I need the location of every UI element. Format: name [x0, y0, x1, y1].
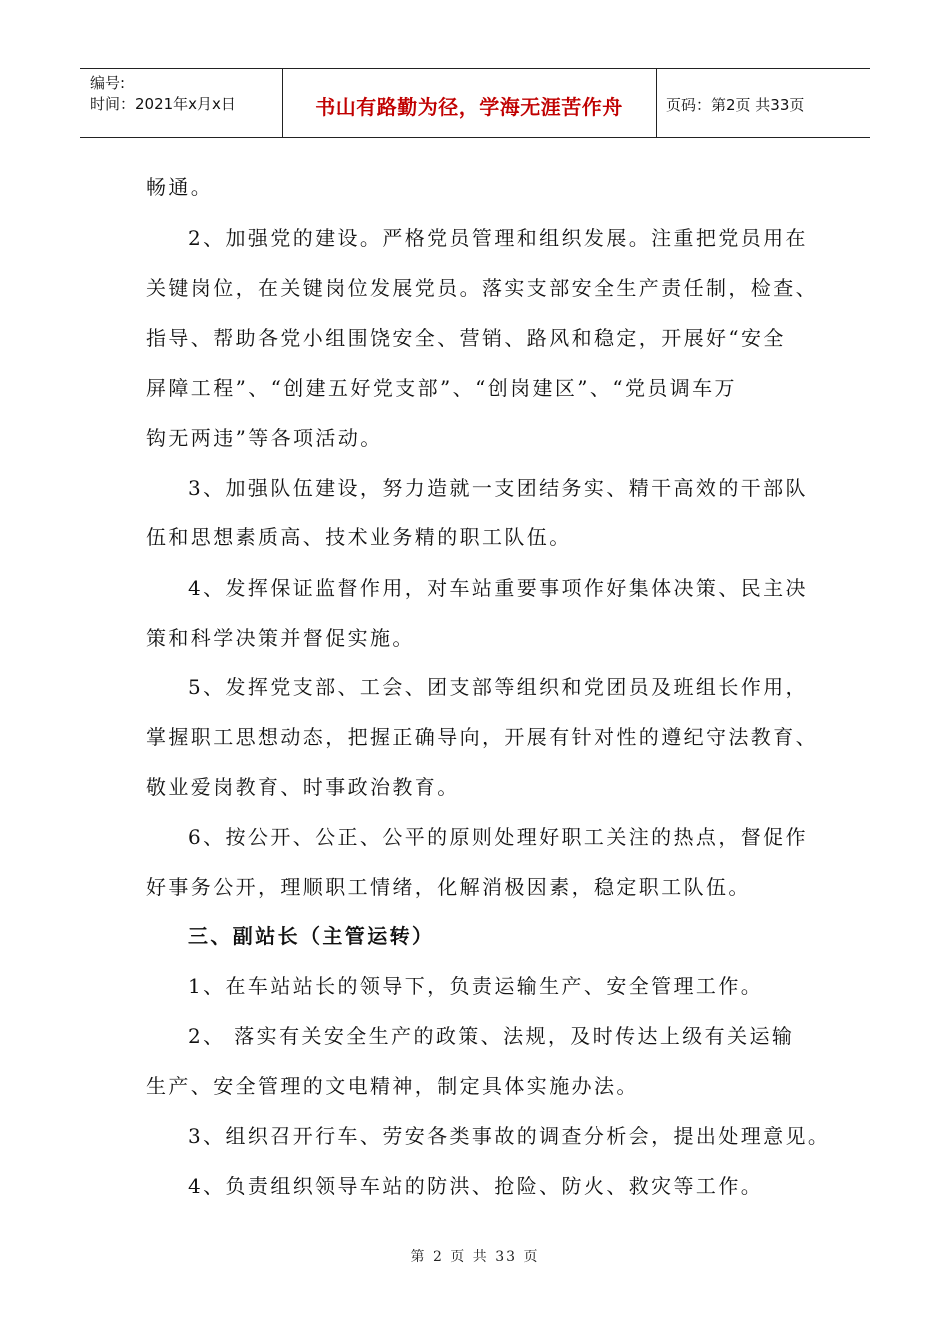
body-line: 5、发挥党支部、工会、团支部等组织和党团员及班组长作用， [188, 675, 808, 699]
body-line: 2、加强党的建设。严格党员管理和组织发展。注重把党员用在 [188, 226, 808, 250]
header-page-info: 页码：第2页 共33页 [666, 96, 805, 114]
body-line: 4、负责组织领导车站的防洪、抢险、防火、救灾等工作。 [188, 1174, 764, 1198]
header-motto: 书山有路勤为径，学海无涯苦作舟 [315, 95, 623, 119]
header-motto-cell [282, 69, 657, 137]
body-line: 2、 落实有关安全生产的政策、法规，及时传达上级有关运输 [188, 1024, 795, 1048]
body-line: 生产、安全管理的文电精神，制定具体实施办法。 [146, 1074, 639, 1098]
page-header [80, 68, 870, 138]
header-page-cell [656, 69, 870, 137]
page-footer: 第 2 页 共 33 页 [410, 1249, 540, 1265]
body-line: 3、加强队伍建设，努力造就一支团结务实、精干高效的干部队 [188, 476, 808, 500]
body-line: 3、组织召开行车、劳安各类事故的调查分析会，提出处理意见。 [188, 1124, 831, 1148]
body-line: 策和科学决策并督促实施。 [146, 626, 415, 650]
header-meta-cell [80, 69, 283, 137]
document-time-label: 时间：2021年x月x日 [90, 95, 236, 113]
body-line: 1、在车站站长的领导下，负责运输生产、安全管理工作。 [188, 974, 764, 998]
body-line: 6、按公开、公正、公平的原则处理好职工关注的热点，督促作 [188, 825, 808, 849]
body-line: 指导、帮助各党小组围饶安全、营销、路风和稳定，开展好“安全 [146, 326, 786, 350]
body-line: 钩无两违”等各项活动。 [146, 426, 383, 450]
body-line: 畅通。 [146, 175, 214, 199]
body-line: 掌握职工思想动态，把握正确导向，开展有针对性的遵纪守法教育、 [146, 725, 818, 749]
body-line: 关键岗位，在关键岗位发展党员。落实支部安全生产责任制，检查、 [146, 276, 818, 300]
body-line: 伍和思想素质高、技术业务精的职工队伍。 [146, 525, 572, 549]
body-line: 好事务公开，理顺职工情绪，化解消极因素，稳定职工队伍。 [146, 875, 751, 899]
body-line: 屏障工程”、“创建五好党支部”、“创岗建区”、“党员调车万 [146, 376, 737, 400]
body-line: 4、发挥保证监督作用，对车站重要事项作好集体决策、民主决 [188, 576, 808, 600]
body-line: 敬业爱岗教育、时事政治教育。 [146, 775, 460, 799]
document-number-label: 编号: [90, 74, 126, 92]
section-heading: 三、副站长（主管运转） [188, 924, 435, 948]
